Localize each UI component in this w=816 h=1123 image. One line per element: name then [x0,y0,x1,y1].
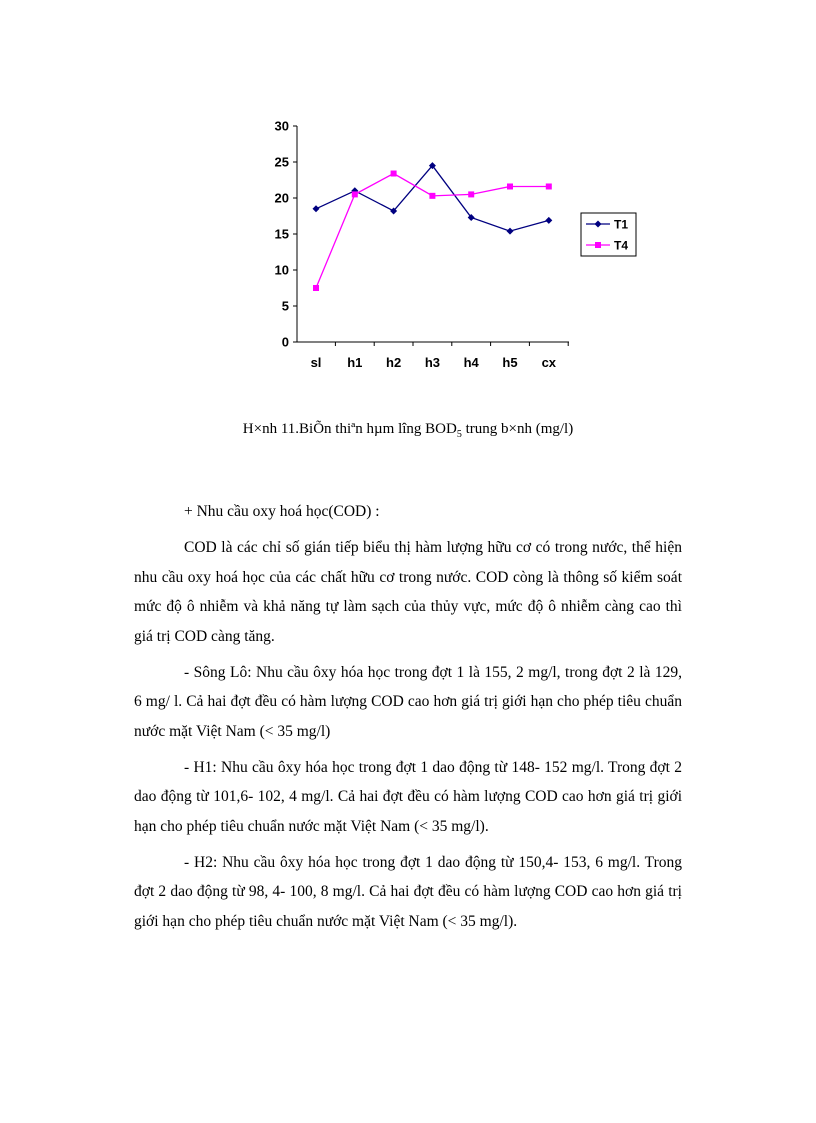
chart-axes [275,119,569,371]
figure-caption [0,421,816,440]
y-tick-label: 15 [274,226,289,242]
paragraph-song-lo: - Sông Lô: Nhu cầu ôxy hóa học trong đợt 1 là 155, 2 mg/l, trong đợt 2 là 129, 6 mg/ l. Cả hai đợt đều có hàm lượng COD cao hơn giá trị giới hạn cho phép tiêu chuẩn nước mặt Việt Nam (< 35 mg/l) [134,663,682,740]
y-tick-label: 30 [274,118,289,134]
legend-marker-t4 [595,242,601,248]
legend-label-t4: T4 [614,238,629,253]
body-text [134,533,682,943]
data-point-t4 [352,191,358,197]
data-point-t4 [468,191,474,197]
x-tick-label: h2 [386,355,402,370]
data-point-t1 [313,205,320,212]
caption-subscript: 5 [456,429,462,440]
series-line-t4 [316,174,549,288]
y-tick-label: 25 [274,154,289,170]
y-tick-label: 0 [281,334,289,350]
data-point-t4 [391,171,397,177]
paragraph-h1: - H1: Nhu cầu ôxy hóa học trong đợt 1 dao động từ 148- 152 mg/l. Trong đợt 2 dao động từ 101,6- 102, 4 mg/l. Cả hai đợt đều có hàm lượng COD cao hơn giá trị giới hạn cho phép tiêu chuẩn nước mặt Việt Nam (< 35 mg/l). [134,758,682,835]
paragraph-h2: - H2: Nhu cầu ôxy hóa học trong đợt 1 dao động từ 150,4- 153, 6 mg/l. Trong đợt 2 dao động từ 98, 4- 100, 8 mg/l. Cả hai đợt đều có hàm lượng COD cao hơn giá trị giới hạn cho phép tiêu chuẩn nước mặt Việt Nam (< 35 mg/l). [134,853,682,930]
data-point-t4 [546,183,552,189]
y-tick-label: 5 [281,298,289,314]
caption-prefix: H×nh 11.BiÕn thiªn hµm lîng BOD [242,421,457,437]
x-tick-label: h1 [347,355,363,370]
caption-suffix: trung b×nh (mg/l) [461,421,574,437]
x-tick-label: h3 [424,355,440,370]
paragraph-cod-definition: COD là các chỉ số gián tiếp biểu thị hàm lượng hữu cơ có trong nước, thể hiện nhu cầu oxy hoá học của các chất hữu cơ trong nước. COD còng là thông số kiểm soát mức độ ô nhiễm và khả năng tự làm sạch của thủy vực, mức độ ô nhiễm càng cao thì giá trị COD càng tăng. [134,539,682,645]
bod-line-chart [0,0,816,400]
y-tick-label: 10 [274,262,289,278]
x-tick-label: h4 [463,355,479,370]
chart-legend [581,213,636,256]
data-point-t1 [507,228,514,235]
data-point-t1 [545,217,552,224]
y-tick-label: 20 [274,190,289,206]
data-point-t4 [507,183,513,189]
chart-series [313,162,553,291]
x-tick-label: cx [541,355,557,370]
x-tick-label: sl [310,355,322,370]
section-heading: + Nhu cầu oxy hoá học(COD) : [184,503,380,520]
data-point-t4 [313,285,319,291]
legend-label-t1: T1 [614,217,629,232]
data-point-t4 [429,193,435,199]
x-tick-label: h5 [502,355,518,370]
